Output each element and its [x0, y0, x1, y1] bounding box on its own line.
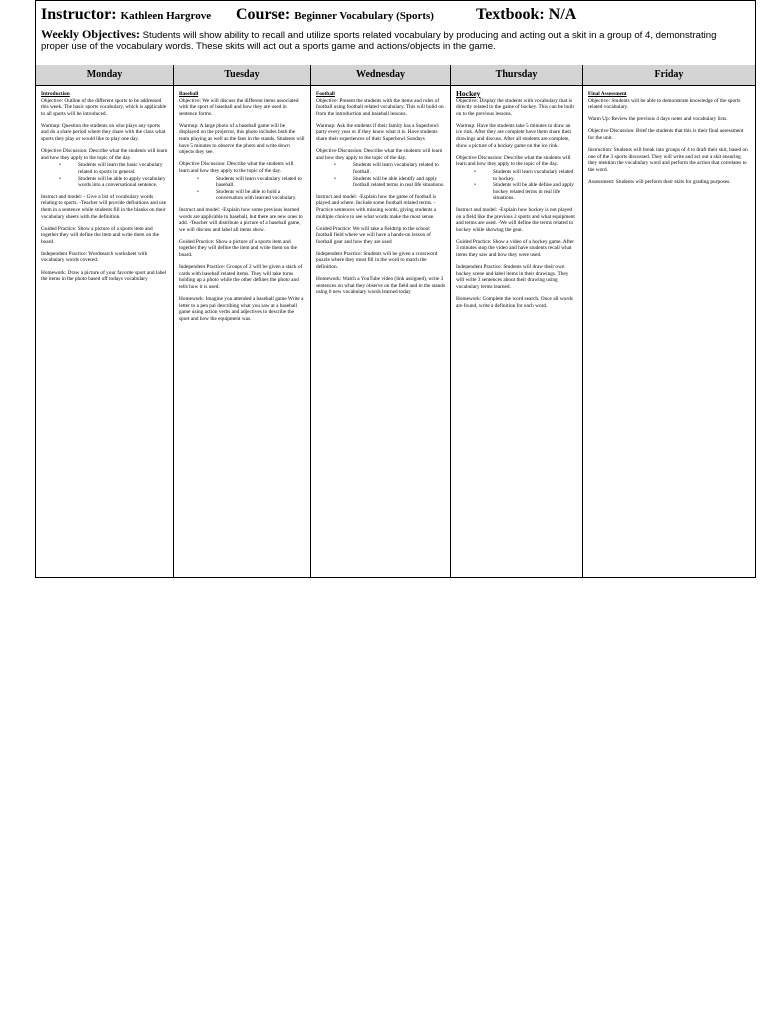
course-label: Course: — [236, 6, 291, 23]
lesson-title: Final Assessment — [588, 91, 627, 97]
day-body-friday — [583, 86, 755, 186]
day-column-tuesday — [174, 65, 311, 578]
day-column-monday — [36, 65, 174, 578]
guided-practice: Guided Practice: Show a picture of a sports item and together they will define the item and write them on the board. — [41, 225, 159, 245]
objectives-text: Students will show ability to recall and utilize sports related vocabulary by producing and acting out a skit in a group of 4, demonstrating proper use of the vocabulary words. These skits will act out a sports game and actions/objects in the game. — [41, 30, 717, 52]
homework: Homework: Watch a YouTube video (link assigned), write 3 sentences on what they observe on the field and in the stands using 6 new vocabulary words learned today — [316, 276, 446, 296]
instruct-model: Instruct and model: - Give a list of vocabulary words relating to sports. -Teacher will provide definitions and use them in a sentence while students fill in the blanks on their vocabulary sheets with the definition. — [41, 193, 167, 220]
instructor — [41, 6, 211, 24]
day-body-wednesday — [311, 86, 450, 296]
lesson-title: Football — [316, 91, 335, 97]
objectives-label: Weekly Objectives: — [41, 27, 140, 41]
textbook: Textbook: N/A — [476, 6, 577, 23]
guided-practice: Guided Practice: Show a picture of a sports item and together they will define the item and write them on the board. — [179, 238, 297, 258]
independent-practice: Independent Practice: Groups of 2 will be given a stack of cards with baseball related items. They will take turns holding up a photo while the other defines the photo and tells how it is used. — [179, 264, 303, 290]
objective-discussion: Objective Discussion: Brief the students that this is their final assessment for the unit. — [588, 128, 744, 141]
assessment: Assessment: Students will perform their skits for grading purposes. — [588, 178, 731, 185]
day-header-wednesday: Wednesday — [311, 65, 450, 86]
goal-item: • Students will learn vocabulary related to hockey. — [486, 169, 577, 182]
warmup: Warm Up: Review the previous 4 days notes and vocabulary lists. — [588, 116, 728, 123]
guided-practice: Guided Practice: Show a video of a hockey game. After 3 minutes stop the video and have students recall what items they saw and how they were used. — [456, 238, 574, 258]
days-grid — [36, 65, 755, 578]
day-body-thursday — [451, 86, 582, 309]
homework: Homework: Draw a picture of your favorite sport and label the items in the photo based off todays vocabulary — [41, 269, 167, 283]
guided-practice: Guided Practice: We will take a fieldtrip to the school football field where we will have a hands-on lesson of football gear and how they are used — [316, 225, 431, 245]
warmup: Warmup: A large photo of a baseball game will be displayed on the projector, this photo includes both the team playing as well as the fans in the stands. Students will have 5 minutes to observe the photo and write down objects they see. — [179, 122, 305, 156]
instruct-model: Instruct and model: -Explain how the game of football is played and where. Include some football related terms. -Practice sentences with missing words, giving students a multiple choice to see what words make the most sense. — [316, 193, 437, 220]
learning-goals — [316, 162, 445, 188]
learning-goals — [41, 162, 168, 188]
homework: Homework: Complete the word search. Once all words are found, write a definition for each word. — [456, 295, 573, 309]
day-header-friday: Friday — [583, 65, 755, 86]
title-row — [41, 6, 751, 28]
day-body-tuesday — [174, 86, 310, 322]
objective-discussion: Objective Discussion: Describe what the students will learn and how they apply to the topic of the day. — [179, 161, 294, 174]
instructor-name: Kathleen Hargrove — [120, 10, 212, 22]
goal-item: • Students will be able to hold a conversation with learned vocabulary. — [209, 189, 305, 202]
lesson-title: Hockey — [456, 89, 481, 98]
independent-practice: Independent Practice: Students will draw their own hockey scene and label items in their drawings. They will write 3 sentences about their drawing using vocabulary terms learned. — [456, 264, 569, 290]
goal-item: • Students will be able identify and apply football related terms in real life situations. — [346, 176, 445, 189]
instructor-label: Instructor: — [41, 6, 117, 23]
warmup: Warmup: Have the students take 5 minutes to draw an ice rink. After they are complete have them share their drawings and discuss. After all students are complete, show a picture of a hockey game on the ice rink. — [456, 122, 572, 149]
objective: Objective: Present the students with the items and rules of football using football related vocabulary. This will build on from the introduction and baseball lessons. — [316, 97, 444, 117]
lesson-plan-sheet — [35, 0, 756, 578]
learning-goals — [456, 169, 577, 202]
day-body-monday — [36, 86, 173, 283]
course — [236, 6, 434, 24]
learning-goals — [179, 176, 305, 202]
instruct-model: Instruct and model: -Explain how some previous learned words are applicable to baseball, but there are new ones to add. -Teacher will distribute a picture of a baseball game, we will discuss and label all items show. — [179, 206, 303, 233]
goal-item: • Students will learn vocabulary related to baseball. — [209, 176, 305, 189]
objective: Objective: Students will be able to demonstrate knowledge of the sports related vocabulary. — [588, 97, 741, 111]
goal-item: • Students will be able define and apply hockey related terms in real life situations. — [486, 182, 577, 202]
objective: Objective: Outline of the different sports to be addressed this week. The basic sports vocabulary, which is applicable to all sports will be introduced. — [41, 97, 167, 117]
independent-practice: Independent Practice: Students will be given a crossword puzzle where they must fill in the word to match the definition. — [316, 250, 438, 271]
independent-practice: Independent Practice: Wordsearch worksheet with vocabulary words covered. — [41, 250, 148, 264]
day-column-wednesday — [311, 65, 451, 578]
plan-header — [36, 1, 755, 66]
goal-item: • Students will learn the basic vocabulary related to sports in general. — [71, 162, 168, 175]
lesson-title: Introduction — [41, 91, 70, 97]
objective: Objective: We will discuss the different items associated with the sport of baseball and how they are used in sentence forms. — [179, 97, 299, 117]
day-header-monday: Monday — [36, 65, 173, 86]
objective-discussion: Objective Discussion: Describe what the students will learn and how they apply to the topic of the day. — [41, 148, 168, 161]
warmup: Warmup: Ask the students if their family has a Superbowl party every year or if they know what it is. Have students share their experiences of their Superbowl Sundays — [316, 122, 439, 143]
objective: Objective: Display the students with vocabulary that is directly related to the game of hockey. This can be built on to the previous lessons. — [456, 97, 574, 117]
objective-discussion: Objective Discussion: Describe what the students will learn and how they apply to the topic of the day. — [316, 148, 443, 161]
day-column-friday — [583, 65, 755, 578]
day-column-thursday — [451, 65, 583, 578]
lesson-title: Baseball — [179, 91, 199, 97]
course-name: Beginner Vocabulary (Sports) — [294, 10, 434, 22]
day-header-tuesday: Tuesday — [174, 65, 310, 86]
weekly-objectives — [41, 29, 746, 52]
warmup: Warmup: Question the students on who plays any sports and do a share period where they share with the class what sports they play or would like to play one day. — [41, 122, 166, 143]
day-header-thursday: Thursday — [451, 65, 582, 86]
instruction: Instruction: Students will break into groups of 4 to draft their skit, based on one of the 3 sports discussed. They will write and act out a skit ensuring they mention the vocabulary word and perform the action that correlates to the word. — [588, 147, 748, 173]
goal-item: • Students will be able to apply vocabulary words into a conversational sentence. — [71, 176, 168, 189]
instruct-model: Instruct and model: -Explain how hockey is not played on a field like the previous 2 sports and what equipment and terms are used. -We will define the terms related to hockey while showing the gear. — [456, 206, 575, 233]
objective-discussion: Objective Discussion: Describe what the students will learn and how they apply to the topic of the day. — [456, 154, 571, 168]
goal-item: • Students will learn vocabulary related to football. — [346, 162, 445, 175]
homework: Homework: Imagine you attended a baseball game Write a letter to a pen pal describing what you saw at a baseball game using action verbs and adjectives to describe the sport and how the equipment was. — [179, 295, 304, 322]
